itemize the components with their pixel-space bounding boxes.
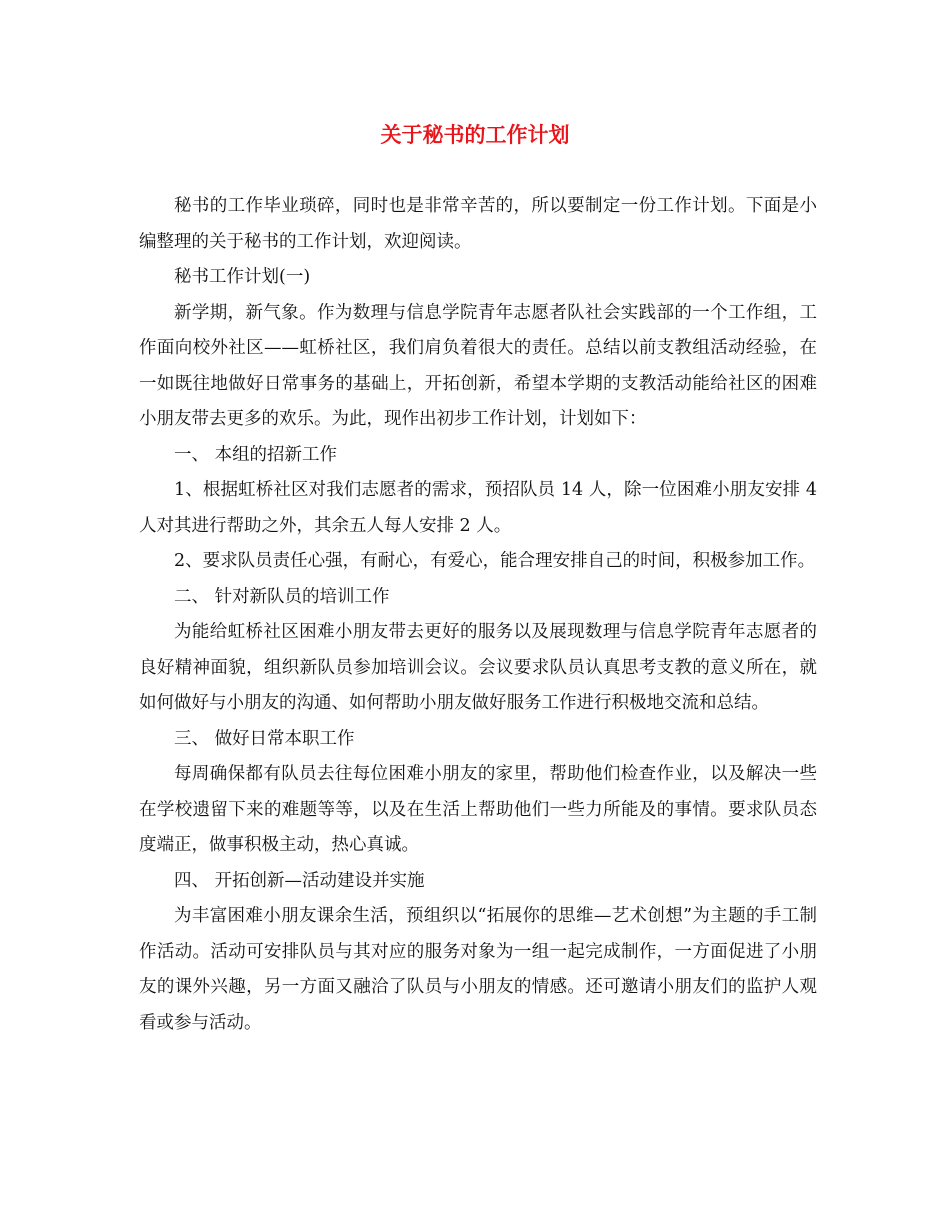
- document-title: 关于秘书的工作计划: [380, 122, 570, 147]
- section-heading-daily-work: 三、 做好日常本职工作: [174, 728, 355, 749]
- paragraph-intro: 秘书的工作毕业琐碎，同时也是非常辛苦的，所以要制定一份工作计划。下面是小编整理的关于秘书的工作计划，欢迎阅读。: [139, 196, 817, 252]
- paragraph-recruitment-2: 2、要求队员责任心强，有耐心，有爱心，能合理安排自己的时间，积极参加工作。: [174, 551, 816, 571]
- document-body: [139, 189, 817, 1041]
- paragraph-recruitment-1: 1、根据虹桥社区对我们志愿者的需求，预招队员 14 人，除一位困难小朋友安排 4 人对其进行帮助之外，其余五人每人安排 2 人。: [139, 480, 817, 536]
- paragraph-overview: 新学期，新气象。作为数理与信息学院青年志愿者队社会实践部的一个工作组，工作面向校外社区——虹桥社区，我们肩负着很大的责任。总结以前支教组活动经验，在一如既往地做好日常事务的基础上，开拓创新，希望本学期的支教活动能给社区的困难小朋友带去更多的欢乐。为此，现作出初步工作计划，计划如下：: [139, 302, 817, 429]
- section-heading-innovation: 四、 开拓创新—活动建设并实施: [174, 870, 425, 891]
- section-heading-recruitment: 一、 本组的招新工作: [174, 444, 338, 465]
- section-heading-plan-one: 秘书工作计划(一): [174, 267, 311, 287]
- paragraph-training: 为能给虹桥社区困难小朋友带去更好的服务以及展现数理与信息学院青年志愿者的良好精神面貌，组织新队员参加培训会议。会议要求队员认真思考支教的意义所在，就如何做好与小朋友的沟通、如何帮助小朋友做好服务工作进行积极地交流和总结。: [139, 622, 817, 713]
- paragraph-daily-work: 每周确保都有队员去往每位困难小朋友的家里，帮助他们检查作业，以及解决一些在学校遗留下来的难题等等，以及在生活上帮助他们一些力所能及的事情。要求队员态度端正，做事积极主动，热心真诚。: [139, 764, 817, 855]
- section-heading-training: 二、 针对新队员的培训工作: [174, 586, 390, 607]
- paragraph-innovation: 为丰富困难小朋友课余生活，预组织以“拓展你的思维—艺术创想”为主题的手工制作活动。活动可安排队员与其对应的服务对象为一组一起完成制作，一方面促进了小朋友的课外兴趣，另一方面又融洽了队员与小朋友的情感。还可邀请小朋友们的监护人观看或参与活动。: [139, 906, 817, 1033]
